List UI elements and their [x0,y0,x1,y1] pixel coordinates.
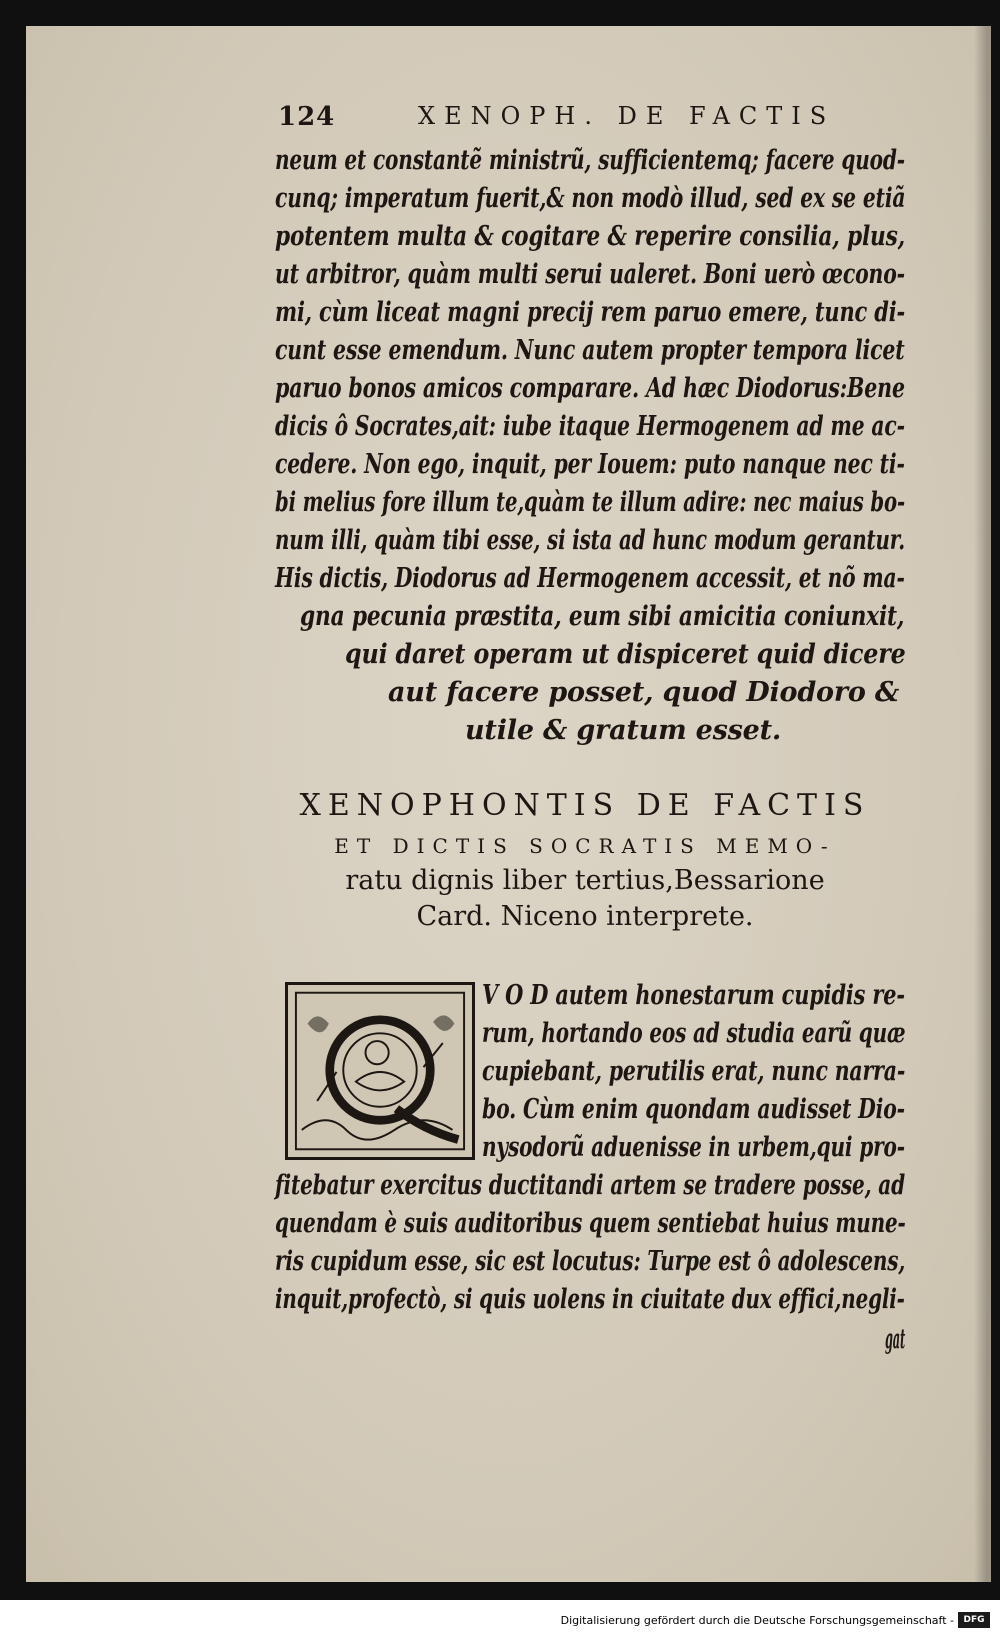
body-line: num illi, quàm tibi esse, si ista ad hunc modum gerantur. [275,525,906,556]
page-number: 124 [278,102,336,132]
footer [0,1600,1000,1642]
chapter-line: rum, hortando eos ad studia earũ quæ [482,1018,906,1049]
chapter-line: fitebatur exercitus ductitandi artem se tradere posse, ad [275,1170,906,1201]
footer-credit: Digitalisierung gefördert durch die Deutsche Forschungsgemeinschaft - [560,1614,954,1627]
dfg-logo-icon[interactable]: DFG [958,1612,990,1628]
body-line: neum et constantẽ ministrũ, sufficientemq; facere quod- [275,145,905,176]
heading-line-1: XENOPHONTIS DE FACTIS [299,788,871,823]
body-line: cunt esse emendum. Nunc autem propter tempora licet [275,335,905,366]
heading-line-4: Card. Niceno interprete. [416,901,754,932]
body-line: mi, cùm liceat magni precij rem paruo emere, tunc di- [275,297,906,328]
chapter-line: bo. Cùm enim quondam audisset Dio- [482,1094,905,1125]
body-line: dicis ô Socrates,ait: iube itaque Hermogenem ad me ac- [275,411,905,442]
catchword: gat [885,1324,906,1355]
body-line: cedere. Non ego, inquit, per Iouem: puto nanque nec ti- [275,449,905,480]
body-line: gna pecunia præstita, eum sibi amicitia coniunxit, [300,601,905,632]
page-edge-shadow [974,26,988,1582]
running-head [278,102,838,140]
body-line: His dictis, Diodorus ad Hermogenem accessit, et nõ ma- [275,563,905,594]
chapter-line: cupiebant, perutilis erat, nunc narra- [482,1056,906,1087]
body-line: cunq; imperatum fuerit,& non modò illud, sed ex se etiã [275,183,906,214]
body-line: bi melius fore illum te,quàm te illum adire: nec maius bo- [275,487,905,518]
body-line: aut facere posset, quod Diodoro & [388,677,900,708]
heading-line-2: ET DICTIS SOCRATIS MEMO- [334,834,836,858]
chapter-line: ris cupidum esse, sic est locutus: Turpe est ô adolescens, [275,1246,906,1277]
chapter-line: nysodorũ aduenisse in urbem,qui pro- [482,1132,905,1163]
running-title: XENOPH. DE FACTIS [418,102,836,130]
body-line: qui daret operam ut dispiceret quid dicere [345,639,906,670]
chapter-line: inquit,profectò, si quis uolens in ciuitate dux effici,negli- [275,1284,905,1315]
heading-line-3: ratu dignis liber tertius,Bessarione [345,865,825,896]
body-line: paruo bonos amicos comparare. Ad hæc Diodorus:Bene [275,373,905,404]
initial-q-woodcut-icon [288,985,472,1157]
chapter-line: V O D autem honestarum cupidis re- [482,980,905,1011]
chapter-line: quendam è suis auditoribus quem sentiebat huius mune- [275,1208,906,1239]
body-line: utile & gratum esset. [465,715,782,746]
decorated-initial [285,982,475,1160]
body-line: ut arbitror, quàm multi serui ualeret. Boni uerò œcono- [275,259,905,290]
body-line: potentem multa & cogitare & reperire consilia, plus, [275,221,906,252]
